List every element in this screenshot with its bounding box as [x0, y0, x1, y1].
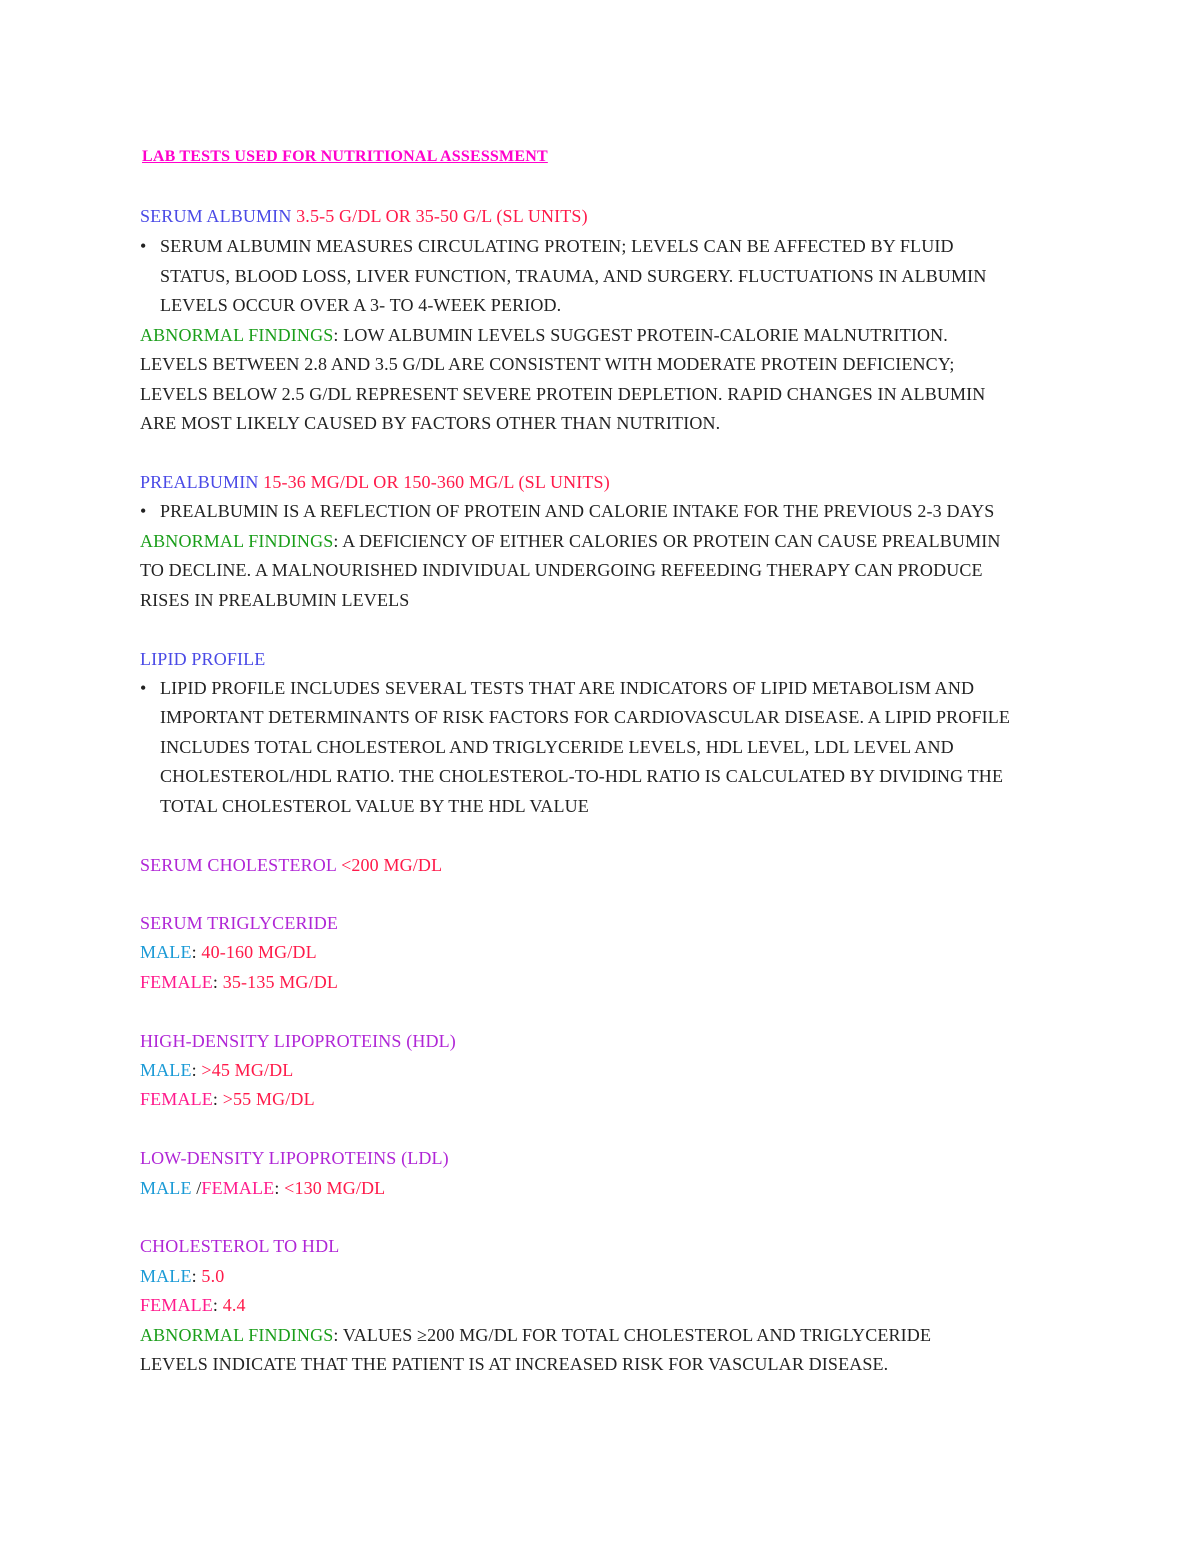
abnormal-findings-label: ABNORMAL FINDINGS — [140, 325, 334, 345]
hdl-female-row: FEMALE: >55 MG/DL — [140, 1089, 315, 1109]
hdl-male-row: MALE: >45 MG/DL — [140, 1060, 294, 1080]
prealbumin-bullet-line: PREALBUMIN IS A REFLECTION OF PROTEIN AND CALORIE INTAKE FOR THE PREVIOUS 2-3 DAYS — [160, 501, 995, 521]
male-label: MALE — [140, 942, 192, 962]
albumin-range: 3.5-5 G/DL OR 35-50 G/L (SL UNITS) — [296, 206, 588, 226]
male-label: MALE — [140, 1178, 192, 1198]
cholesterol-label: SERUM CHOLESTEROL — [140, 855, 337, 875]
abnormal-findings-label: ABNORMAL FINDINGS — [140, 1325, 334, 1345]
female-label: FEMALE — [140, 1295, 213, 1315]
prealbumin-range: 15-36 MG/DL OR 150-360 MG/L (SL UNITS) — [263, 472, 610, 492]
ldl-value: <130 MG/DL — [284, 1178, 386, 1198]
lipid-bullet-line: LIPID PROFILE INCLUDES SEVERAL TESTS THAT ARE INDICATORS OF LIPID METABOLISM AND — [160, 678, 975, 698]
triglyceride-female-row: FEMALE: 35-135 MG/DL — [140, 972, 339, 992]
prealbumin-heading — [140, 471, 610, 493]
ratio-label: CHOLESTEROL TO HDL — [140, 1236, 340, 1256]
male-label: MALE — [140, 1266, 192, 1286]
document-title: LAB TESTS USED FOR NUTRITIONAL ASSESSMENT — [142, 148, 548, 165]
triglyceride-male-row: MALE: 40-160 MG/DL — [140, 942, 317, 962]
male-value: 5.0 — [201, 1266, 225, 1286]
albumin-abnormal-line: ARE MOST LIKELY CAUSED BY FACTORS OTHER THAN NUTRITION. — [140, 413, 721, 433]
female-label: FEMALE — [201, 1178, 275, 1198]
abnormal-findings-text: : A DEFICIENCY OF EITHER CALORIES OR PROTEIN CAN CAUSE PREALBUMIN — [333, 531, 1001, 551]
ratio-abnormal-findings — [140, 1324, 931, 1346]
albumin-heading — [140, 205, 588, 227]
bullet-icon: • — [140, 501, 147, 521]
ldl-label: LOW-DENSITY LIPOPROTEINS (LDL) — [140, 1148, 449, 1168]
albumin-abnormal-line: LEVELS BETWEEN 2.8 AND 3.5 G/DL ARE CONSISTENT WITH MODERATE PROTEIN DEFICIENCY; — [140, 354, 955, 374]
ratio-abnormal-line: LEVELS INDICATE THAT THE PATIENT IS AT INCREASED RISK FOR VASCULAR DISEASE. — [140, 1354, 889, 1374]
ratio-male-row: MALE: 5.0 — [140, 1266, 225, 1286]
male-value: >45 MG/DL — [201, 1060, 294, 1080]
abnormal-findings-text: : LOW ALBUMIN LEVELS SUGGEST PROTEIN-CALORIE MALNUTRITION. — [333, 325, 948, 345]
lipid-bullet-line: IMPORTANT DETERMINANTS OF RISK FACTORS FOR CARDIOVASCULAR DISEASE. A LIPID PROFILE — [160, 707, 1011, 727]
prealbumin-abnormal-line: RISES IN PREALBUMIN LEVELS — [140, 590, 410, 610]
abnormal-findings-text: : VALUES ≥200 MG/DL FOR TOTAL CHOLESTEROL AND TRIGLYCERIDE — [333, 1325, 932, 1345]
female-value: 4.4 — [222, 1295, 246, 1315]
lipid-bullet-line: CHOLESTEROL/HDL RATIO. THE CHOLESTEROL-TO-HDL RATIO IS CALCULATED BY DIVIDING THE — [160, 766, 1004, 786]
lipid-bullet-line: TOTAL CHOLESTEROL VALUE BY THE HDL VALUE — [160, 796, 589, 816]
ratio-female-row: FEMALE: 4.4 — [140, 1295, 246, 1315]
male-value: 40-160 MG/DL — [201, 942, 317, 962]
lipid-profile-label: LIPID PROFILE — [140, 649, 266, 669]
lipid-bullet-line: INCLUDES TOTAL CHOLESTEROL AND TRIGLYCERIDE LEVELS, HDL LEVEL, LDL LEVEL AND — [160, 737, 954, 757]
bullet-icon: • — [140, 678, 147, 698]
albumin-bullet-line: LEVELS OCCUR OVER A 3- TO 4-WEEK PERIOD. — [160, 295, 562, 315]
prealbumin-label: PREALBUMIN — [140, 472, 259, 492]
female-label: FEMALE — [140, 972, 213, 992]
albumin-abnormal-line: LEVELS BELOW 2.5 G/DL REPRESENT SEVERE PROTEIN DEPLETION. RAPID CHANGES IN ALBUMIN — [140, 384, 986, 404]
bullet-icon: • — [140, 236, 147, 256]
albumin-label: SERUM ALBUMIN — [140, 206, 292, 226]
abnormal-findings-label: ABNORMAL FINDINGS — [140, 531, 334, 551]
cholesterol-value: <200 MG/DL — [341, 855, 443, 875]
albumin-bullet-line: SERUM ALBUMIN MEASURES CIRCULATING PROTEIN; LEVELS CAN BE AFFECTED BY FLUID — [160, 236, 954, 256]
prealbumin-abnormal-findings — [140, 530, 1001, 552]
female-value: 35-135 MG/DL — [222, 972, 339, 992]
albumin-bullet-line: STATUS, BLOOD LOSS, LIVER FUNCTION, TRAUMA, AND SURGERY. FLUCTUATIONS IN ALBUMIN — [160, 266, 987, 286]
triglyceride-label: SERUM TRIGLYCERIDE — [140, 913, 339, 933]
male-label: MALE — [140, 1060, 192, 1080]
cholesterol-heading — [140, 854, 442, 876]
hdl-label: HIGH-DENSITY LIPOPROTEINS (HDL) — [140, 1031, 456, 1051]
ldl-row: MALE /FEMALE: <130 MG/DL — [140, 1178, 386, 1198]
albumin-abnormal-findings — [140, 324, 948, 346]
female-value: >55 MG/DL — [222, 1089, 315, 1109]
female-label: FEMALE — [140, 1089, 213, 1109]
prealbumin-abnormal-line: TO DECLINE. A MALNOURISHED INDIVIDUAL UNDERGOING REFEEDING THERAPY CAN PRODUCE — [140, 560, 983, 580]
